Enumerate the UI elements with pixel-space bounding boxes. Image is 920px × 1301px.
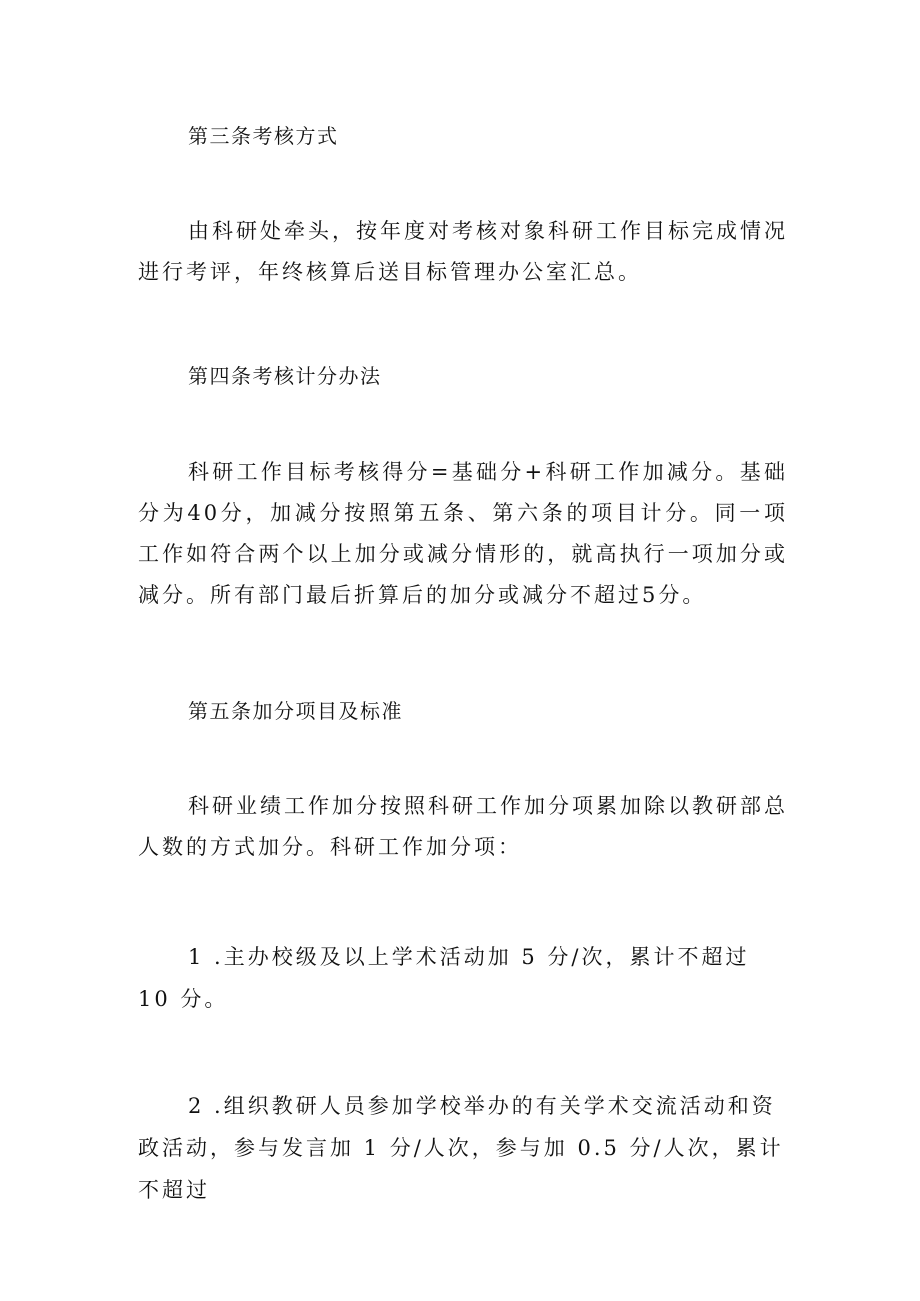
article-3-heading: 第三条考核方式 [188,124,339,148]
article-3-paragraph: 由科研处牵头，按年度对考核对象科研工作目标完成情况进行考评，年终核算后送目标管理办公室汇总。 [138,219,788,284]
list-item-1: 1 .主办校级及以上学术活动加 5 分/次，累计不超过 10 分。 [138,945,750,1011]
article-4-heading: 第四条考核计分办法 [188,364,382,388]
article-5-heading: 第五条加分项目及标准 [188,699,403,723]
list-item-2: 2 .组织教研人员参加学校举办的有关学术交流活动和资政活动，参与发言加 1 分/人次，参与加 0.5 分/人次，累计不超过 [138,1094,784,1202]
article-5-paragraph: 科研业绩工作加分按照科研工作加分项累加除以教研部总人数的方式加分。科研工作加分项： [138,794,788,859]
article-4-paragraph: 科研工作目标考核得分=基础分+科研工作加减分。基础分为40分，加减分按照第五条、第六条的项目计分。同一项工作如符合两个以上加分或减分情形的，就高执行一项加分或减分。所有部门最后折算后的加分或减分不超过5分。 [138,460,788,607]
